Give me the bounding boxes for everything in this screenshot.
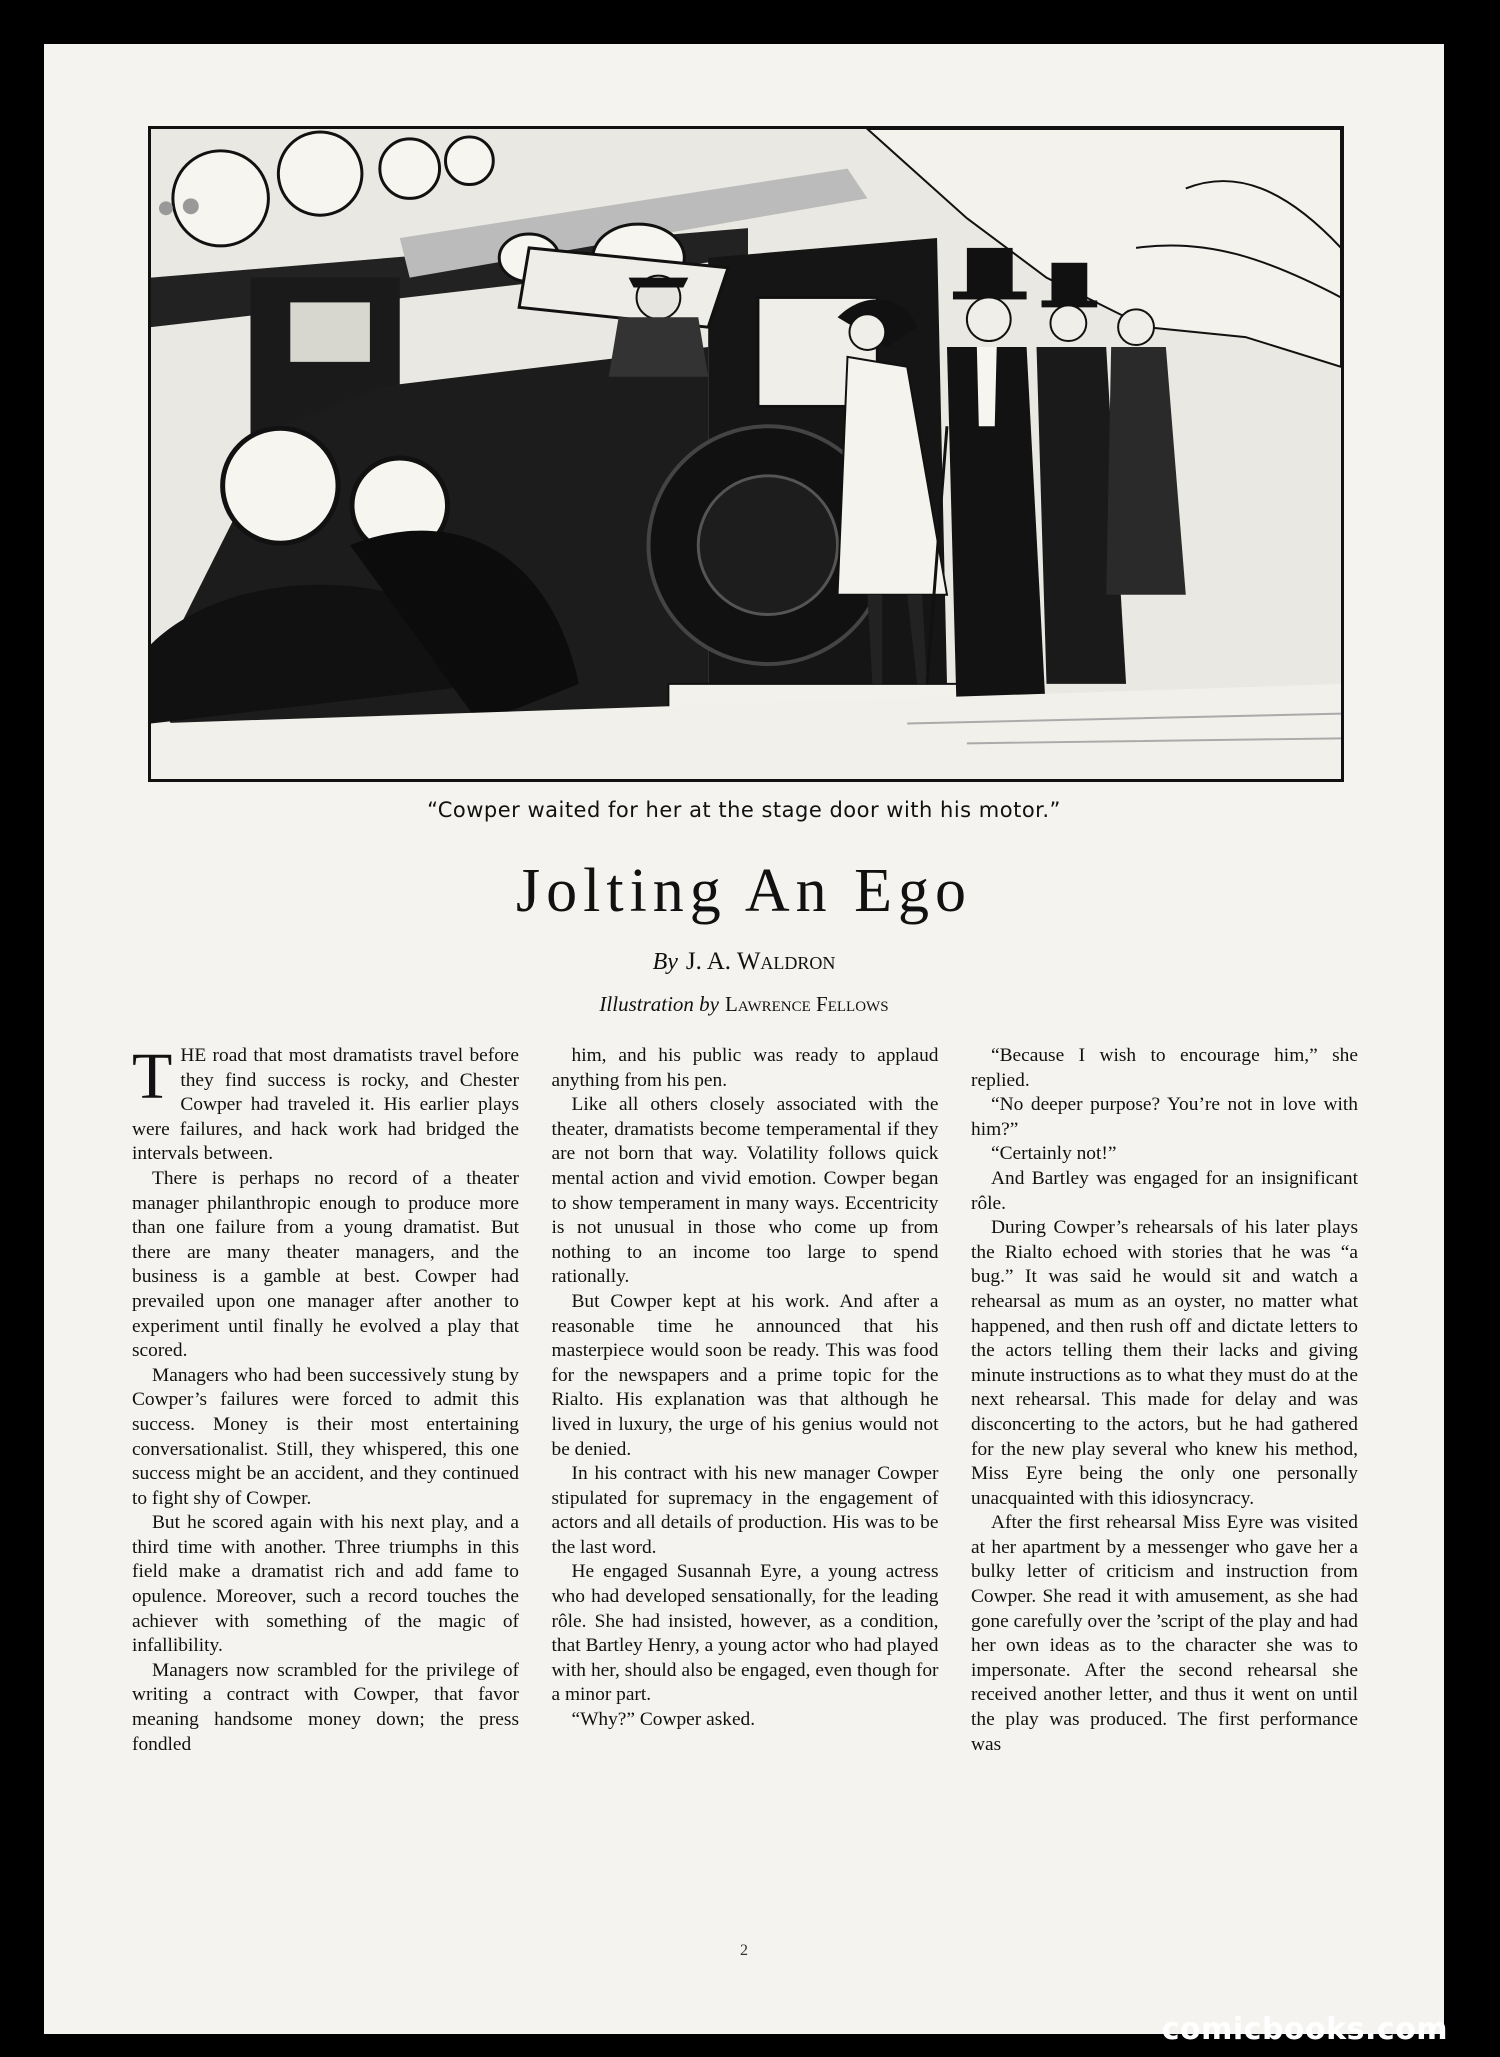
paragraph: [132, 1167, 519, 1364]
paragraph: [971, 1142, 1358, 1167]
article-title: Jolting An Ego: [515, 857, 973, 925]
illustration-caption: “Cowper waited for her at the stage door with his motor.”: [427, 798, 1061, 822]
magazine-page: [44, 44, 1444, 2034]
paragraph-text: But Cowper kept at his work. And after a reasonable time he announced that his masterpiece would soon be ready. This was food for the newspapers and a prime topic for the Rialto. His explanation was that although he lived in luxury, the urge of his genius would not be denied.: [551, 1290, 939, 1460]
paragraph-text: Managers now scrambled for the privilege of writing a contract with Cowper, that favor meaning handsome money down; the press fondled: [132, 1659, 519, 1755]
paragraph: [132, 1364, 519, 1512]
text-column-2: [552, 1044, 939, 1757]
paragraph-text: HE road that most dramatists travel before they find success is rocky, and Chester Cowper had traveled it. His earlier plays were failures, and hack work had bridged the intervals between.: [132, 1045, 519, 1165]
author-name: J. A. Waldron: [685, 948, 836, 975]
article-body: [132, 1040, 1358, 1757]
illustration: [148, 126, 1344, 782]
paragraph-text: “Certainly not!”: [991, 1143, 1117, 1165]
page-folio: 2: [740, 1942, 748, 1959]
paragraph-text: him, and his public was ready to applaud anything from his pen.: [551, 1045, 939, 1091]
paragraph: [552, 1462, 939, 1560]
paragraph: [971, 1167, 1358, 1216]
illustration-credit: [44, 992, 1444, 1017]
paragraph: [971, 1044, 1358, 1093]
text-column-1: [132, 1040, 519, 1757]
paragraph-text: In his contract with his new manager Cowper stipulated for supremacy in the engagement of actors and all details of production. His was to be the last word.: [551, 1463, 939, 1558]
text-column-3: [971, 1044, 1358, 1757]
stage-door-illustration: [151, 129, 1341, 779]
paragraph: [971, 1511, 1358, 1757]
paragraph: [552, 1093, 939, 1290]
paragraph: [552, 1290, 939, 1462]
byline-prefix: By: [652, 949, 678, 975]
byline: [44, 948, 1444, 976]
paragraph-text: After the first rehearsal Miss Eyre was visited at her apartment by a messenger who gave her a bulky letter of criticism and instruction from Cowper. She read it with amusement, as she had gone carefully over the ’script of the play and had her own ideas as to the character she was to impersonate. After the second rehearsal she received another letter, and thus it went on until the play was produced. The first performance was: [971, 1512, 1358, 1755]
paragraph-text: He engaged Susannah Eyre, a young actress who had developed sensationally, for the leading rôle. She had insisted, however, as a condition, that Bartley Henry, a young actor who had played with her, should also be engaged, even though for a minor part.: [551, 1561, 939, 1706]
illustration-credit-prefix: Illustration by: [599, 992, 720, 1016]
illustrator-name: Lawrence Fellows: [725, 992, 889, 1016]
drop-cap: T: [132, 1040, 173, 1113]
paragraph-text: “No deeper purpose? You’re not in love with him?”: [971, 1094, 1358, 1140]
paragraph: [132, 1511, 519, 1659]
paragraph: [552, 1708, 939, 1733]
paragraph: [132, 1040, 519, 1167]
paragraph-text: During Cowper’s rehearsals of his later plays the Rialto echoed with stories that he was “a bug.” It was said he would sit and watch a rehearsal as mum as an oyster, no matter what happened, and then rush off and dictate letters to the actors telling them their lacks and giving minute instructions as to what they must do at the next rehearsal. This made for delay and was disconcerting to the actors, but he had gathered for the new play several who knew his method, Miss Eyre being the only one personally unacquainted with this idiosyncracy.: [971, 1217, 1358, 1509]
paragraph-text: “Because I wish to encourage him,” she replied.: [971, 1045, 1358, 1091]
paragraph-text: “Why?” Cowper asked.: [571, 1709, 756, 1731]
paragraph: [971, 1093, 1358, 1142]
paragraph-text: Like all others closely associated with the theater, dramatists become temperamental if they are not born that way. Volatility follows quick mental action and vivid emotion. Cowper began to show temperament in many ways. Eccentricity is not unusual in those who come up from nothing to an income too large to spend rationally.: [551, 1094, 939, 1288]
site-watermark: comicbooks.com: [1161, 2012, 1448, 2047]
paragraph-text: But he scored again with his next play, and a third time with another. Three triumphs in this field make a dramatist rich and add fame to opulence. Moreover, such a record touches the achiever with something of the magic of infallibility.: [132, 1512, 519, 1657]
paragraph: [552, 1560, 939, 1708]
paragraph: [971, 1216, 1358, 1511]
paragraph: [552, 1044, 939, 1093]
paragraph: [132, 1659, 519, 1757]
paragraph-text: There is perhaps no record of a theater manager philanthropic enough to produce more than one failure from a young dramatist. But there are many theater managers, and the business is a gamble at best. Cowper had prevailed upon one manager after another to experiment until finally he evolved a play that scored.: [132, 1167, 519, 1362]
paragraph-text: And Bartley was engaged for an insignificant rôle.: [971, 1167, 1358, 1214]
paragraph-text: Managers who had been successively stung by Cowper’s failures were forced to admit this success. Money is their most entertaining conversationalist. Still, they whispered, this one success might be an accident, and they continued to fight shy of Cowper.: [132, 1364, 519, 1509]
